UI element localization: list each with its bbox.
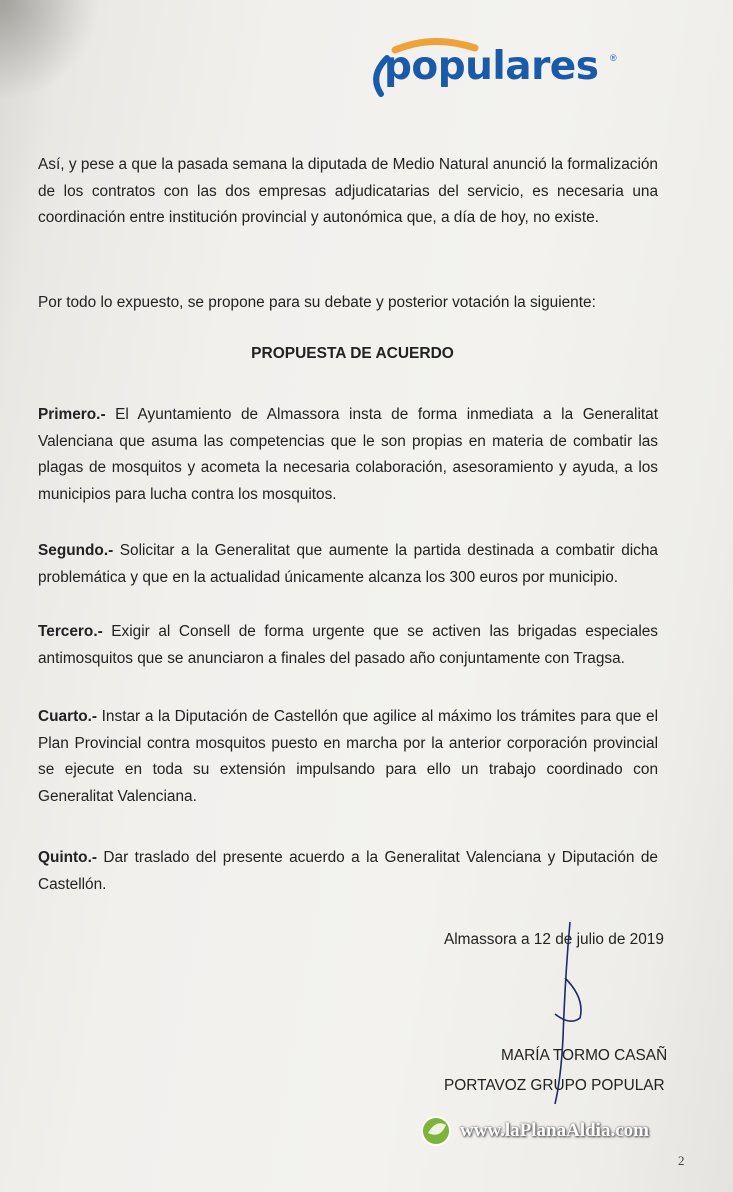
proposal-intro [38,290,658,317]
point-lead: Primero.- [38,406,106,423]
point-quinto [38,845,658,898]
populares-logo [355,36,625,100]
point-text: Dar traslado del presente acuerdo a la Generalitat Valenciana y Diputación de Castellón. [38,849,658,893]
paragraph-text: Así, y pese a que la pasada semana la diputada de Medio Natural anunció la formalización de los contratos con las dos empresas adjudicatarias del servicio, es necesaria una coordinación entre institución provincial y autonómica que, a día de hoy, no existe. [38,156,658,226]
place-date: Almassora a 12 de julio de 2019 [444,931,664,948]
point-cuarto [38,704,658,810]
point-lead: Segundo.- [38,542,114,559]
page-number: 2 [678,1153,685,1168]
page-shadow [0,0,100,100]
logo-registered-mark: ® [610,53,617,63]
globe-leaf-icon [418,1113,456,1149]
point-text: El Ayuntamiento de Almassora insta de forma inmediata a la Generalitat Valenciana que asuma las competencias que le son propias en materia de combatir las plagas de mosquitos y acometa la necesaria colaboración, asesoramiento y ayuda, a los municipios para lucha contra los mosquitos. [38,406,658,503]
logo-text: populares [384,44,599,89]
intro-paragraph [38,152,658,232]
signer-role: PORTAVOZ GRUPO POPULAR [444,1077,665,1094]
signer-name: MARÍA TORMO CASAÑ [501,1047,668,1064]
section-heading: PROPUESTA DE ACUERDO [251,345,454,362]
point-lead: Quinto.- [38,849,97,866]
point-text: Exigir al Consell de forma urgente que se activen las brigadas especiales antimosquitos que se anunciaron a finales del pasado año conjuntamente con Tragsa. [38,623,658,667]
paragraph-text: Por todo lo expuesto, se propone para su debate y posterior votación la siguiente: [38,294,596,311]
point-lead: Tercero.- [38,623,103,640]
point-text: Instar a la Diputación de Castellón que agilice al máximo los trámites para que el Plan Provincial contra mosquitos puesto en marcha por la anterior corporación provincial se ejecute en toda su extensión impulsando para ello un trabajo coordinado con Generalitat Valenciana. [38,708,658,805]
point-tercero [38,619,658,672]
point-segundo [38,538,658,591]
watermark-text: www.laPlanaAldia.com [460,1120,649,1141]
point-lead: Cuarto.- [38,708,97,725]
point-text: Solicitar a la Generalitat que aumente la partida destinada a combatir dicha problemática y que en la actualidad únicamente alcanza los 300 euros por municipio. [38,542,658,586]
site-watermark [418,1113,648,1149]
point-primero [38,402,658,508]
